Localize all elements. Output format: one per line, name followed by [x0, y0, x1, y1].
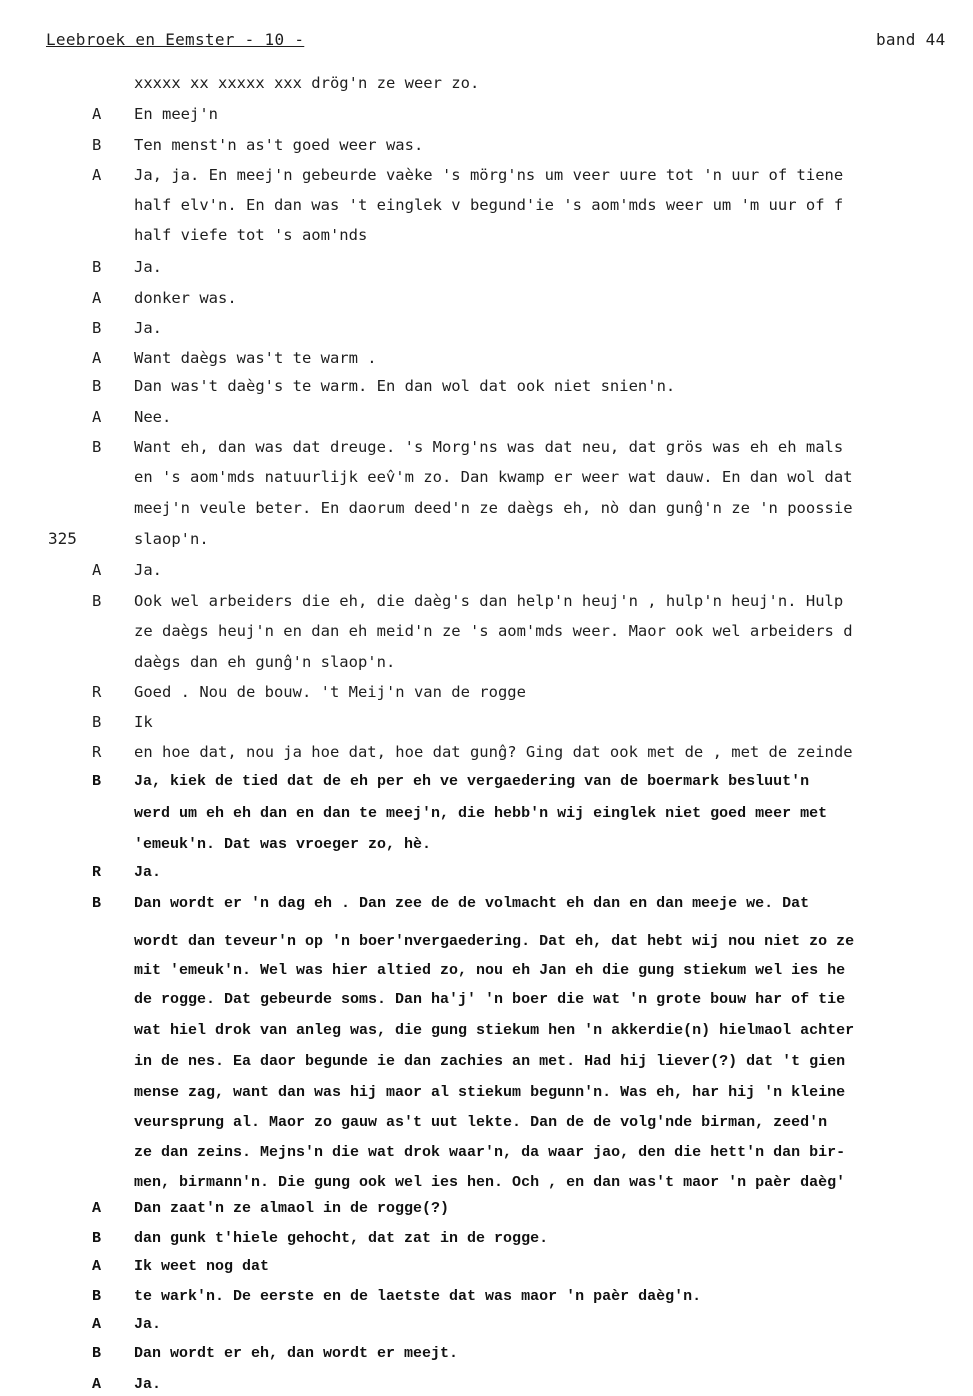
speaker-label: B [92, 377, 102, 395]
transcript-line [0, 1256, 973, 1278]
page-header-title: Leebroek en Eemster - 10 - [46, 30, 305, 49]
speaker-label: A [92, 1258, 102, 1275]
line-text: Want eh, dan was dat dreuge. 's Morg'ns was dat neu, dat grös was eh eh mals [134, 438, 844, 456]
line-text: Nee. [134, 408, 172, 426]
line-text: Dan wordt er 'n dag eh . Dan zee de de volmacht eh dan en dan meeje we. Dat [134, 895, 810, 912]
transcript-line [0, 466, 973, 488]
line-text: wat hiel drok van anleg was, die gung stiekum hen 'n akkerdie(n) hielmaol achter [134, 1022, 855, 1039]
transcript-line [0, 194, 973, 216]
transcript-line [0, 1112, 973, 1134]
line-text: Dan zaat'n ze almaol in de rogge(?) [134, 1200, 450, 1217]
line-text: Ten menst'n as't goed weer was. [134, 136, 424, 154]
transcript-line [0, 436, 973, 458]
speaker-label: R [92, 743, 102, 761]
transcript-line [0, 651, 973, 673]
speaker-label: A [92, 166, 102, 184]
speaker-label: A [92, 105, 102, 123]
line-text: Dan wordt er eh, dan wordt er meejt. [134, 1345, 459, 1362]
speaker-label: A [92, 1316, 102, 1333]
margin-line-number: 325 [48, 529, 77, 548]
transcript-line [0, 528, 973, 550]
speaker-label: A [92, 561, 102, 579]
line-text: en 's aom'mds natuurlijk eev̂'m zo. Dan kwamp er weer wat dauw. En dan wol dat [134, 468, 853, 486]
line-text: Ja. [134, 561, 162, 579]
speaker-label: B [92, 319, 102, 337]
line-text: meej'n veule beter. En daorum deed'n ze daègs eh, nò dan gunĝ'n ze 'n poossie [134, 499, 853, 517]
transcript-line [0, 406, 973, 428]
transcript-line [0, 164, 973, 186]
transcript-line [0, 989, 973, 1011]
line-text: veursprung al. Maor zo gauw as't uut lekte. Dan de de volg'nde birman, zeed'n [134, 1114, 828, 1131]
speaker-label: B [92, 773, 102, 790]
transcript-line [0, 347, 973, 369]
transcript-line [0, 1172, 973, 1194]
transcript-line [0, 1228, 973, 1250]
line-text: daègs dan eh gunĝ'n slaop'n. [134, 653, 396, 671]
transcript-line [0, 1082, 973, 1104]
line-text: de rogge. Dat gebeurde soms. Dan ha'j' 'n boer die wat 'n grote bouw har of tie [134, 991, 846, 1008]
transcript-line [0, 620, 973, 642]
transcript-line [0, 375, 973, 397]
transcript-line [0, 317, 973, 339]
transcript-line [0, 711, 973, 733]
line-text: ze daègs heuj'n en dan eh meid'n ze 's aom'mds weer. Maor ook wel arbeiders d [134, 622, 853, 640]
speaker-label: B [92, 258, 102, 276]
line-text: Ja. [134, 319, 162, 337]
transcript-line [0, 590, 973, 612]
line-text: Ik [134, 713, 153, 731]
speaker-label: R [92, 864, 102, 881]
line-text: Want daègs was't te warm . [134, 349, 377, 367]
line-text: te wark'n. De eerste en de laetste dat was maor 'n paèr daèg'n. [134, 1288, 702, 1305]
speaker-label: R [92, 683, 102, 701]
line-text: Ja. [134, 1376, 162, 1393]
speaker-label: A [92, 349, 102, 367]
line-text: xxxxx xx xxxxx xxx drög'n ze weer zo. [134, 74, 480, 92]
transcript-line [0, 497, 973, 519]
speaker-label: B [92, 713, 102, 731]
transcript-line [0, 741, 973, 763]
line-text: slaop'n. [134, 530, 209, 548]
line-text: donker was. [134, 289, 237, 307]
speaker-label: A [92, 1200, 102, 1217]
line-text: mense zag, want dan was hij maor al stiekum begunn'n. Was eh, har hij 'n kleine [134, 1084, 846, 1101]
line-text: 'emeuk'n. Dat was vroeger zo, hè. [134, 836, 432, 853]
transcript-line [0, 287, 973, 309]
transcript-line [0, 1051, 973, 1073]
speaker-label: B [92, 1230, 102, 1247]
transcript-line [0, 134, 973, 156]
line-text: Ja, ja. En meej'n gebeurde vaèke 's mörg'ns um veer uure tot 'n uur of tiene [134, 166, 844, 184]
transcript-line [0, 1314, 973, 1336]
transcript-line [0, 1374, 973, 1396]
transcript-line [0, 224, 973, 246]
line-text: dan gunk t'hiele gehocht, dat zat in de rogge. [134, 1230, 549, 1247]
transcript-line [0, 893, 973, 915]
speaker-label: B [92, 592, 102, 610]
line-text: Ja, kiek de tied dat de eh per eh ve vergaedering van de boermark besluut'n [134, 773, 810, 790]
transcript-line [0, 103, 973, 125]
transcript-line [0, 771, 973, 793]
line-text: Ja. [134, 1316, 162, 1333]
transcript-line [0, 1020, 973, 1042]
line-text: half elv'n. En dan was 't einglek v begund'ie 's aom'mds weer um 'm uur of f [134, 196, 844, 214]
speaker-label: B [92, 895, 102, 912]
speaker-label: B [92, 1288, 102, 1305]
page-header-band: band 44 [876, 30, 946, 49]
speaker-label: B [92, 136, 102, 154]
line-text: wordt dan teveur'n op 'n boer'nvergaedering. Dat eh, dat hebt wij nou niet zo ze [134, 933, 855, 950]
transcript-line [0, 559, 973, 581]
transcript-line [0, 1198, 973, 1220]
line-text: werd um eh eh dan en dan te meej'n, die hebb'n wij einglek niet goed meer met [134, 805, 828, 822]
line-text: Dan was't daèg's te warm. En dan wol dat ook niet snien'n. [134, 377, 676, 395]
line-text: en hoe dat, nou ja hoe dat, hoe dat gunĝ? Ging dat ook met de , met de zeinde [134, 743, 853, 761]
transcript-line [0, 862, 973, 884]
line-text: Goed . Nou de bouw. 't Meij'n van de rogge [134, 683, 526, 701]
line-text: Ja. [134, 864, 162, 881]
transcript-line [0, 1286, 973, 1308]
speaker-label: B [92, 438, 102, 456]
transcript-line [0, 256, 973, 278]
line-text: men, birmann'n. Die gung ook wel ies hen. Och , en dan was't maor 'n paèr daèg' [134, 1174, 846, 1191]
transcript-line [0, 834, 973, 856]
transcript-line [0, 1142, 973, 1164]
line-text: half viefe tot 's aom'nds [134, 226, 368, 244]
transcript-line [0, 72, 973, 94]
transcript-line [0, 960, 973, 982]
speaker-label: B [92, 1345, 102, 1362]
line-text: Ook wel arbeiders die eh, die daèg's dan help'n heuj'n , hulp'n heuj'n. Hulp [134, 592, 844, 610]
line-text: in de nes. Ea daor begunde ie dan zachies an met. Had hij liever(?) dat 't gien [134, 1053, 846, 1070]
line-text: En meej'n [134, 105, 218, 123]
line-text: Ja. [134, 258, 162, 276]
line-text: ze dan zeins. Mejns'n die wat drok waar'n, da waar jao, den die hett'n dan bir- [134, 1144, 846, 1161]
speaker-label: A [92, 408, 102, 426]
speaker-label: A [92, 289, 102, 307]
line-text: Ik weet nog dat [134, 1258, 270, 1275]
transcript-line [0, 1343, 973, 1365]
speaker-label: A [92, 1376, 102, 1393]
line-text: mit 'emeuk'n. Wel was hier altied zo, nou eh Jan eh die gung stiekum wel ies he [134, 962, 846, 979]
transcript-line [0, 931, 973, 953]
transcript-line [0, 803, 973, 825]
transcript-line [0, 681, 973, 703]
